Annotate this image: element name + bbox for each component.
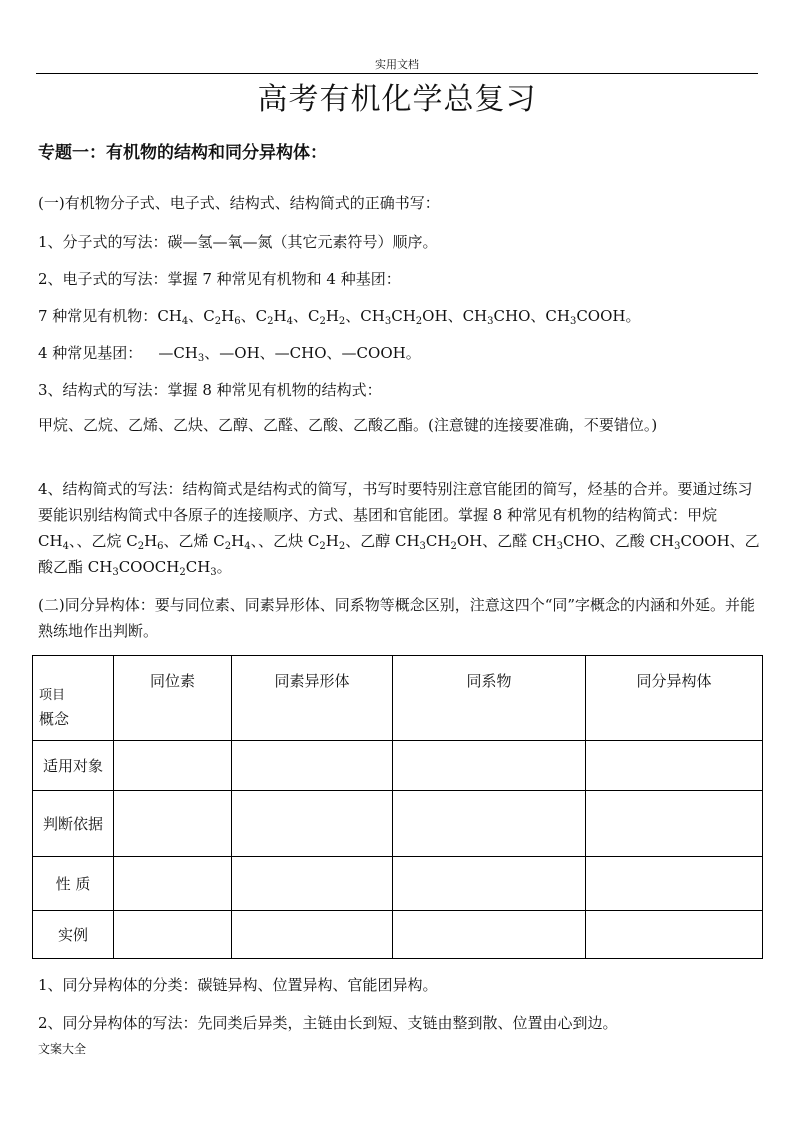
isomer-classification: 1、同分异构体的分类：碳链异构、位置异构、官能团异构。 (38, 976, 438, 994)
table-cell (393, 791, 586, 857)
table-cell (586, 791, 763, 857)
row-label: 判断依据 (33, 791, 114, 857)
column-header: 同分异构体 (586, 656, 763, 741)
table-cell (586, 911, 763, 959)
item-3-detail: 甲烷、乙烷、乙烯、乙炔、乙醇、乙醛、乙酸、乙酸乙酯。(注意键的连接要准确，不要错位。) (38, 416, 658, 434)
table-header-row (33, 656, 763, 741)
table-row (33, 741, 763, 791)
page-header-label: 实用文档 (375, 58, 419, 71)
corner-label-item: 项目 (39, 688, 66, 703)
formula-list: $CH_4$、$C_2H_6$、$C_2H_4$、$C_2H_2$、$CH_3CH_2OH$、$CH_3CHO$、$CH_3COOH$。 (157, 307, 641, 327)
row-label: 性 质 (33, 857, 114, 911)
common-groups-line (38, 342, 421, 363)
table-cell (393, 857, 586, 911)
document-title: 高考有机化学总复习 (257, 82, 537, 117)
row-label: 适用对象 (33, 741, 114, 791)
table-row (33, 791, 763, 857)
formula-item: —COOH (341, 344, 406, 362)
page-footer-label: 文案大全 (38, 1042, 87, 1056)
table-cell (586, 857, 763, 911)
table-row (33, 911, 763, 959)
row-label: 实例 (33, 911, 114, 959)
table-cell (393, 911, 586, 959)
table-cell (114, 791, 232, 857)
formula-item: $CH_3COOH$ (545, 307, 626, 327)
part1-heading: (一)有机物分子式、电子式、结构式、结构简式的正确书写： (38, 194, 440, 212)
section-heading: 专题一：有机物的结构和同分异构体： (38, 143, 327, 163)
table-cell (586, 741, 763, 791)
corner-label-concept: 概念 (39, 710, 70, 728)
table-cell (232, 741, 393, 791)
formula-item: —CHO (274, 344, 327, 362)
column-header: 同位素 (114, 656, 232, 741)
table-cell (114, 857, 232, 911)
common-groups-label: 4 种常见基团： (38, 344, 143, 362)
table-row (33, 857, 763, 911)
table-cell (232, 857, 393, 911)
table-corner-cell (33, 656, 114, 741)
item-4-simplified-formula (38, 476, 760, 580)
group-list: $—CH_3$、—OH、—CHO、—COOH。 (158, 344, 421, 364)
common-organics-label: 7 种常见有机物： (38, 307, 158, 325)
formula-item: $CH_4$ (157, 307, 189, 327)
item-3-structural-formula: 3、结构式的写法：掌握 8 种常见有机物的结构式： (38, 381, 382, 399)
table-cell (232, 791, 393, 857)
column-header: 同系物 (393, 656, 586, 741)
formula-item: $CH_3CH_2OH$ (360, 307, 448, 327)
isomer-writing-method: 2、同分异构体的写法：先同类后异类，主链由长到短、支链由整到散、位置由心到边。 (38, 1014, 618, 1032)
table-cell (393, 741, 586, 791)
formula-item: $—CH_3$ (158, 344, 205, 364)
concept-comparison-table (32, 655, 763, 959)
item-4-intro: 4、结构简式的写法：结构简式是结构式的简写，书写时要特别注意官能团的简写，烃基的合并。要通过练习要能识别结构简式中各原子的连接顺序、方式、基团和官能团。掌握 8 种常见有机物的结构简式： (38, 480, 753, 524)
formula-item: $CH_3CHO$ (462, 307, 531, 327)
item-1-molecular-formula: 1、分子式的写法：碳—氢—氧—氮（其它元素符号）顺序。 (38, 233, 438, 251)
item-4-formulas: 甲烷 $CH_4$、、乙烷 $C_2H_6$、乙烯 $C_2H_4$、、乙炔 $C_2H_2$、乙醇 $CH_3CH_2OH$、乙醛 $CH_3CHO$、乙酸 $CH_3COOH$、乙酸乙酯 $CH_3COOCH_2CH_3$。 (38, 506, 760, 578)
table-cell (114, 911, 232, 959)
part2-heading: (二)同分异构体：要与同位素、同素异形体、同系物等概念区别，注意这四个“同”字概念的内涵和外延。并能熟练地作出判断。 (38, 596, 756, 640)
formula-item: $C_2H_6$ (203, 307, 241, 327)
column-header: 同素异形体 (232, 656, 393, 741)
common-organics-line (38, 305, 641, 326)
table-cell (232, 911, 393, 959)
table-cell (114, 741, 232, 791)
item-2-electron-formula: 2、电子式的写法：掌握 7 种常见有机物和 4 种基团： (38, 270, 401, 288)
formula-item: —OH (219, 344, 260, 362)
formula-item: $C_2H_2$ (307, 307, 346, 327)
formula-item: $C_2H_4$ (255, 307, 293, 327)
